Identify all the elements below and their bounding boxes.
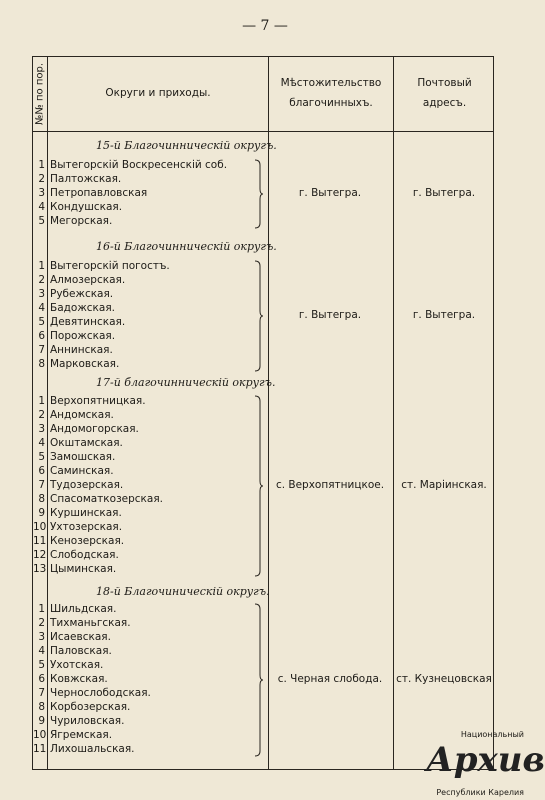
- parish-number: 3: [38, 187, 45, 199]
- parish-name: Палтожская.: [50, 173, 122, 185]
- parish-name: Куршинская.: [50, 507, 122, 519]
- parish-row: [33, 507, 263, 520]
- parish-number: 9: [38, 507, 45, 519]
- parish-table: [32, 56, 494, 770]
- parish-name: Мегорская.: [50, 215, 113, 227]
- parish-row: [33, 687, 263, 700]
- parish-number: 7: [38, 479, 45, 491]
- parish-number: 6: [38, 673, 45, 685]
- parish-name: Шильдская.: [50, 603, 117, 615]
- parish-name: Ухтозерская.: [50, 521, 123, 533]
- header-postal-address: Почтовый адресъ.: [417, 77, 472, 109]
- parish-row: [33, 743, 263, 756]
- parish-number: 2: [38, 617, 45, 629]
- parish-number: 7: [38, 344, 45, 356]
- parish-name: Окштамская.: [50, 437, 123, 449]
- archive-stamp: Национальный Архив Республики Карелия: [426, 730, 545, 797]
- header-parishes: Округи и приходы.: [105, 87, 211, 100]
- parish-row: [33, 729, 263, 742]
- parish-name: Петропавловская: [50, 187, 148, 199]
- parish-number: 1: [38, 260, 45, 272]
- parish-row: [33, 701, 263, 714]
- parish-name: Вытегорскій Воскресенскій соб.: [50, 159, 228, 171]
- page-number: — 7 —: [242, 18, 288, 34]
- parish-row: [33, 395, 263, 408]
- parish-row: [33, 563, 263, 576]
- parish-row: [33, 631, 263, 644]
- parish-name: Верхопятницкая.: [50, 395, 146, 407]
- parish-row: [33, 715, 263, 728]
- parish-name: Алмозерская.: [50, 274, 126, 286]
- parish-row: [33, 645, 263, 658]
- parish-number: 5: [38, 215, 45, 227]
- grouping-brace: [254, 159, 264, 229]
- header-residence: Мѣстожительство благочинныхъ.: [280, 77, 382, 109]
- parish-number: 4: [38, 302, 45, 314]
- parish-number: 8: [38, 701, 45, 713]
- grouping-brace: [254, 603, 264, 757]
- parish-row: [33, 535, 263, 548]
- parish-row: [33, 673, 263, 686]
- parish-name: Цыминская.: [50, 563, 117, 575]
- parish-name: Андомогорская.: [50, 423, 139, 435]
- parish-name: Чуриловская.: [50, 715, 125, 727]
- parish-number: 10: [33, 521, 47, 533]
- parish-number: 4: [38, 645, 45, 657]
- district-title: 15-й Благочинническій округъ.: [96, 139, 277, 152]
- parish-number: 6: [38, 465, 45, 477]
- parish-row: [33, 187, 263, 200]
- parish-name: Андомская.: [50, 409, 114, 421]
- parish-name: Ковжская.: [50, 673, 108, 685]
- parish-name: Девятинская.: [50, 316, 126, 328]
- parish-name: Тудозерская.: [50, 479, 124, 491]
- parish-name: Лихошальская.: [50, 743, 135, 755]
- parish-row: [33, 201, 263, 214]
- header-number-column: №№ по пор.: [34, 63, 46, 125]
- parish-number: 8: [38, 358, 45, 370]
- parish-number: 6: [38, 330, 45, 342]
- parish-number: 11: [33, 535, 47, 547]
- parish-number: 3: [38, 423, 45, 435]
- parish-name: Кенозерская.: [50, 535, 125, 547]
- parish-number: 1: [38, 159, 45, 171]
- parish-name: Кондушская.: [50, 201, 123, 213]
- parish-number: 12: [33, 549, 47, 561]
- parish-name: Саминская.: [50, 465, 114, 477]
- parish-number: 3: [38, 288, 45, 300]
- parish-row: [33, 173, 263, 186]
- parish-row: [33, 521, 263, 534]
- parish-row: [33, 451, 263, 464]
- parish-name: Слободская.: [50, 549, 119, 561]
- parish-name: Чернослободская.: [50, 687, 151, 699]
- parish-row: [33, 260, 263, 273]
- parish-row: [33, 493, 263, 506]
- parish-name: Порожская.: [50, 330, 116, 342]
- parish-row: [33, 423, 263, 436]
- grouping-brace: [254, 260, 264, 372]
- parish-number: 5: [38, 451, 45, 463]
- parish-row: [33, 215, 263, 228]
- parish-name: Тихманьгская.: [50, 617, 131, 629]
- parish-number: 2: [38, 409, 45, 421]
- parish-name: Корбозерская.: [50, 701, 131, 713]
- parish-row: [33, 159, 263, 172]
- postal-address: г. Вытегра.: [412, 187, 476, 199]
- parish-number: 5: [38, 316, 45, 328]
- parish-number: 4: [38, 437, 45, 449]
- district-title: 16-й Благочинническій округъ.: [96, 240, 277, 253]
- postal-address: ст. Кузнецовская: [396, 673, 492, 685]
- dean-residence: с. Верхопятницкое.: [275, 479, 385, 491]
- parish-name: Рубежская.: [50, 288, 114, 300]
- parish-name: Спасоматкозерская.: [50, 493, 163, 505]
- parish-number: 7: [38, 687, 45, 699]
- parish-row: [33, 409, 263, 422]
- parish-row: [33, 617, 263, 630]
- parish-name: Вытегорскій погостъ.: [50, 260, 170, 272]
- parish-row: [33, 358, 263, 371]
- parish-name: Ухотская.: [50, 659, 104, 671]
- parish-number: 11: [33, 743, 47, 755]
- parish-number: 8: [38, 493, 45, 505]
- parish-number: 4: [38, 201, 45, 213]
- parish-row: [33, 437, 263, 450]
- dean-residence: г. Вытегра.: [298, 309, 362, 321]
- parish-number: 3: [38, 631, 45, 643]
- parish-number: 2: [38, 274, 45, 286]
- grouping-brace: [254, 395, 264, 577]
- parish-name: Замошская.: [50, 451, 116, 463]
- parish-number: 1: [38, 603, 45, 615]
- parish-row: [33, 549, 263, 562]
- parish-row: [33, 330, 263, 343]
- parish-row: [33, 659, 263, 672]
- parish-number: 5: [38, 659, 45, 671]
- parish-number: 9: [38, 715, 45, 727]
- parish-name: Исаевская.: [50, 631, 111, 643]
- district-title: 17-й благочинническій округъ.: [96, 376, 276, 389]
- district-title: 18-й Благочиническій округъ.: [96, 585, 270, 598]
- parish-name: Бадожская.: [50, 302, 115, 314]
- postal-address: ст. Маріинская.: [401, 479, 487, 491]
- parish-number: 1: [38, 395, 45, 407]
- parish-number: 10: [33, 729, 47, 741]
- parish-row: [33, 479, 263, 492]
- postal-address: г. Вытегра.: [412, 309, 476, 321]
- parish-number: 2: [38, 173, 45, 185]
- parish-row: [33, 603, 263, 616]
- dean-residence: с. Черная слобода.: [277, 673, 383, 685]
- parish-name: Марковская.: [50, 358, 120, 370]
- parish-row: [33, 465, 263, 478]
- dean-residence: г. Вытегра.: [298, 187, 362, 199]
- parish-name: Аннинская.: [50, 344, 113, 356]
- parish-name: Ягремская.: [50, 729, 113, 741]
- parish-number: 13: [33, 563, 47, 575]
- parish-name: Паловская.: [50, 645, 112, 657]
- parish-row: [33, 316, 263, 329]
- parish-row: [33, 344, 263, 357]
- parish-row: [33, 274, 263, 287]
- parish-row: [33, 302, 263, 315]
- parish-row: [33, 288, 263, 301]
